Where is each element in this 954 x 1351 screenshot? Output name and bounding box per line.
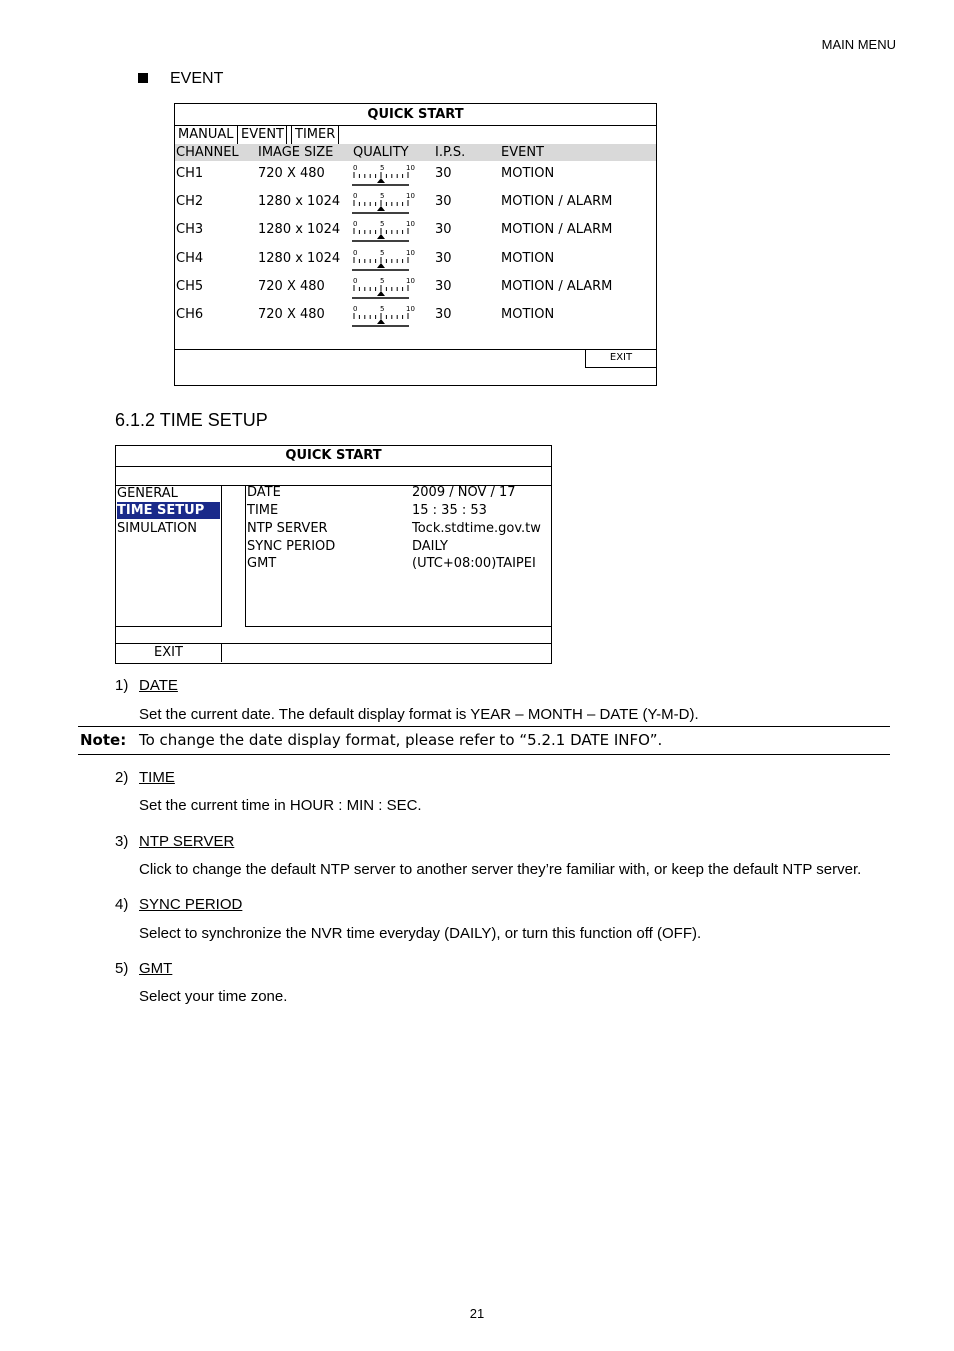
channel-cell: CH4 (176, 250, 204, 266)
setting-name-sync: SYNC PERIOD (247, 539, 336, 554)
setting-name-ntp: NTP SERVER (247, 521, 328, 536)
col-event: EVENT (501, 145, 544, 160)
col-image-size: IMAGE SIZE (258, 145, 334, 160)
section-heading: 6.1.2 TIME SETUP (115, 410, 268, 430)
scale-label: 5 (380, 220, 385, 229)
setting-value-sync[interactable]: DAILY (412, 539, 448, 554)
image-size-cell[interactable]: 720 X 480 (258, 307, 325, 322)
channel-cell: CH5 (176, 278, 204, 294)
item-title-date: DATE (139, 677, 178, 694)
item-desc-date: Set the current date. The default display format is YEAR – MONTH – DATE (Y-M-D). (139, 706, 699, 723)
ips-cell[interactable]: 30 (435, 278, 452, 294)
slider-thumb-icon (377, 263, 385, 268)
scale-label: 0 (353, 248, 358, 257)
event-section-label: EVENT (170, 70, 224, 87)
ips-cell[interactable]: 30 (435, 250, 452, 266)
scale-label: 10 (406, 276, 415, 285)
note-bottom-rule (78, 754, 890, 755)
quality-slider[interactable] (351, 276, 415, 301)
item-desc-gmt: Select your time zone. (139, 988, 288, 1005)
item-title-ntp-server: NTP SERVER (139, 833, 235, 850)
note-top-rule (78, 726, 890, 727)
exit-button[interactable]: EXIT (585, 349, 656, 368)
scale-label: 0 (353, 164, 358, 172)
scale-label: 5 (380, 164, 385, 172)
slider-thumb-icon (377, 178, 385, 183)
image-size-cell[interactable]: 1280 x 1024 (258, 250, 341, 266)
quick-start-time-panel (115, 445, 552, 664)
menu-item-time-setup[interactable]: TIME SETUP (117, 502, 220, 519)
item-number: 3) (115, 833, 129, 850)
scale-label: 10 (406, 164, 415, 172)
item-desc-sync-period: Select to synchronize the NVR time everyday (DAILY), or turn this function off (OFF). (139, 925, 702, 942)
note-text: To change the date display format, please refer to “5.2.1 DATE INFO”. (139, 731, 663, 749)
menu-list (116, 485, 222, 627)
tab-bar (175, 126, 656, 145)
item-title-time: TIME (139, 769, 175, 786)
channel-cell: CH6 (176, 307, 204, 322)
col-quality: QUALITY (353, 145, 409, 160)
item-number: 1) (115, 677, 129, 694)
item-number: 4) (115, 896, 129, 913)
running-header: MAIN MENU (821, 37, 896, 52)
image-size-cell[interactable]: 720 X 480 (258, 278, 325, 294)
slider-thumb-icon (377, 234, 385, 239)
setting-value-date[interactable]: 2009 / NOV / 17 (412, 485, 516, 500)
tab-event[interactable]: EVENT (238, 126, 287, 144)
setting-name-gmt: GMT (247, 556, 277, 571)
setting-value-gmt[interactable]: (UTC+08:00)TAIPEI (412, 556, 536, 571)
item-number: 5) (115, 960, 129, 977)
tab-manual[interactable]: MANUAL (175, 126, 238, 144)
scale-label: 0 (353, 192, 358, 201)
panel-footer-divider (175, 349, 656, 350)
event-cell[interactable]: MOTION / ALARM (501, 222, 613, 238)
quality-slider[interactable] (351, 164, 415, 188)
column-header-row (175, 144, 656, 161)
col-channel: CHANNEL (176, 145, 239, 160)
item-number: 2) (115, 769, 129, 786)
item-desc-ntp-server: Click to change the default NTP server to another server they’re familiar with, or keep the default NTP server. (139, 861, 862, 878)
scale-label: 0 (353, 305, 358, 313)
channel-cell: CH1 (176, 166, 204, 181)
scale-label: 5 (380, 192, 385, 201)
page-number: 21 (469, 1306, 485, 1321)
setting-value-time[interactable]: 15 : 35 : 53 (412, 503, 487, 518)
item-title-sync-period: SYNC PERIOD (139, 896, 243, 913)
event-cell[interactable]: MOTION / ALARM (501, 278, 613, 294)
image-size-cell[interactable]: 1280 x 1024 (258, 194, 341, 210)
settings-list (245, 485, 552, 627)
scale-label: 10 (406, 305, 415, 313)
col-ips: I.P.S. (435, 145, 466, 160)
event-cell[interactable]: MOTION / ALARM (501, 194, 613, 210)
menu-item-general[interactable]: GENERAL (117, 486, 178, 501)
setting-name-date: DATE (247, 485, 281, 500)
menu-item-simulation[interactable]: SIMULATION (117, 521, 197, 536)
scale-label: 0 (353, 276, 358, 285)
scale-label: 0 (353, 220, 358, 229)
scale-label: 10 (406, 248, 415, 257)
slider-thumb-icon (377, 291, 385, 296)
channel-cell: CH3 (176, 222, 204, 238)
bullet-icon (138, 73, 148, 83)
item-desc-time: Set the current time in HOUR : MIN : SEC. (139, 797, 422, 814)
image-size-cell[interactable]: 720 X 480 (258, 166, 325, 181)
setting-name-time: TIME (247, 503, 279, 518)
tab-timer[interactable]: TIMER (291, 126, 339, 144)
ips-cell[interactable]: 30 (435, 166, 452, 181)
event-cell[interactable]: MOTION (501, 166, 555, 181)
event-cell[interactable]: MOTION (501, 250, 555, 266)
exit-button[interactable]: EXIT (116, 643, 222, 662)
slider-thumb-icon (377, 319, 385, 324)
scale-label: 5 (380, 276, 385, 285)
scale-label: 10 (406, 220, 415, 229)
scale-label: 5 (380, 248, 385, 257)
quick-start-event-panel (174, 103, 657, 386)
image-size-cell[interactable]: 1280 x 1024 (258, 222, 341, 238)
panel-title: QUICK START (175, 104, 656, 126)
panel-title: QUICK START (116, 446, 551, 467)
quality-slider[interactable] (351, 220, 415, 244)
ips-cell[interactable]: 30 (435, 307, 452, 322)
note-label: Note: (80, 731, 127, 749)
setting-value-ntp[interactable]: Tock.stdtime.gov.tw (412, 521, 541, 536)
scale-label: 5 (380, 305, 385, 313)
quality-slider[interactable] (351, 248, 415, 273)
quality-slider[interactable] (351, 192, 415, 216)
slider-thumb-icon (377, 206, 385, 211)
scale-label: 10 (406, 192, 415, 201)
channel-cell: CH2 (176, 194, 204, 210)
quality-slider[interactable] (351, 305, 415, 329)
item-title-gmt: GMT (139, 960, 173, 977)
ips-cell[interactable]: 30 (435, 222, 452, 238)
ips-cell[interactable]: 30 (435, 194, 452, 210)
event-cell[interactable]: MOTION (501, 307, 555, 322)
